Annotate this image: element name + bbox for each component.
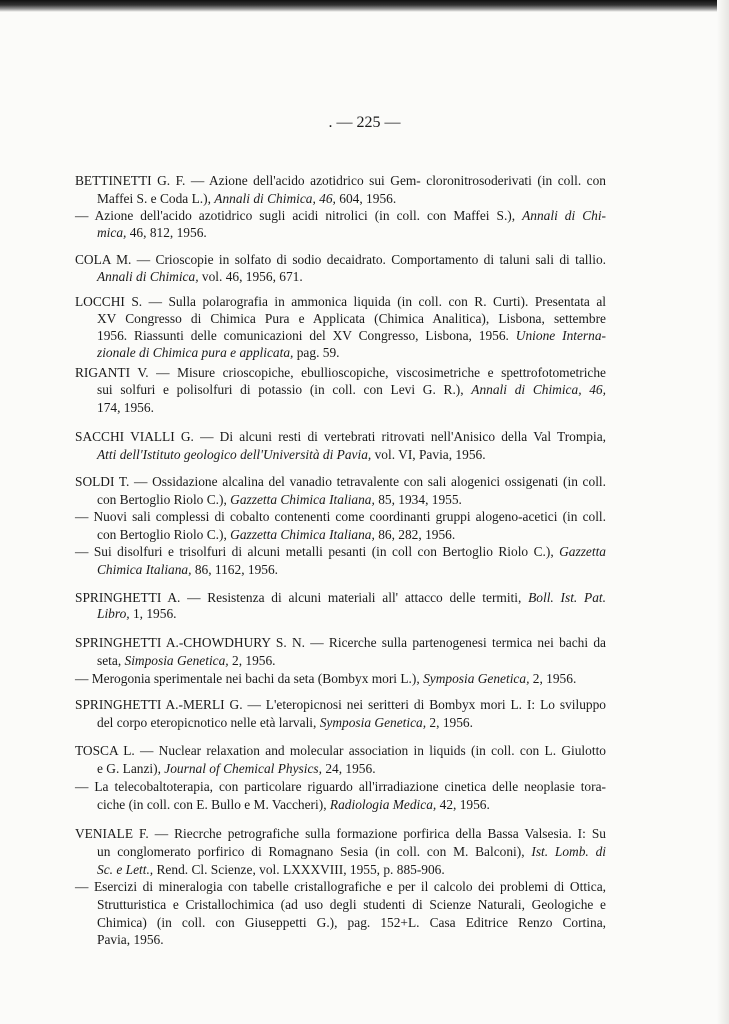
entry-continuation-line <box>97 561 278 578</box>
journal-title: Chimica Italiana, <box>97 562 192 577</box>
citation-text: 86, 282, 1956. <box>374 527 456 542</box>
citation-text: RIGANTI V. — Misure crioscopiche, ebullioscopiche, viscosimetriche e spettrofotometriche <box>75 365 606 380</box>
journal-title: Atti dell'Istituto geologico dell'Università di Pavia, <box>97 447 372 462</box>
entry-first-line <box>75 251 606 268</box>
entry-first-line <box>75 364 606 381</box>
entry-first-line <box>75 670 576 687</box>
journal-title: Annali di Chimica, 46, <box>214 191 336 206</box>
entry-first-line <box>75 589 606 606</box>
entry-continuation-line <box>97 224 207 241</box>
citation-text: LOCCHI S. — Sulla polarografia in ammonica liquida (in coll. con R. Curti). Presentata al <box>75 294 606 309</box>
entry-continuation-line <box>97 843 606 860</box>
journal-title: Sc. e Lett., <box>97 862 154 877</box>
journal-title: Radiologia Medica, <box>329 797 437 812</box>
citation-text: Rend. Cl. Scienze, vol. LXXXVIII, 1955, p. 885-906. <box>153 862 445 877</box>
journal-title: mica, <box>97 225 127 240</box>
scan-border-right <box>717 0 729 1024</box>
citation-text: SPRINGHETTI A.-CHOWDHURY S. N. — Ricerche sulla partenogenesi termica nei bachi da <box>75 635 606 650</box>
journal-title: Libro, <box>97 606 130 621</box>
entry-continuation-line <box>97 896 606 913</box>
entry-continuation-line <box>97 190 396 207</box>
citation-text: del corpo eteropicnotico nelle età larvali, <box>97 715 320 730</box>
citation-text: 2, 1956. <box>228 653 276 668</box>
citation-text: Chimica) (in coll. con Giuseppetti G.), pag. 152+L. Casa Editrice Renzo Cortina, <box>97 915 606 930</box>
journal-title: Symposia Genetica, <box>319 715 427 730</box>
citation-text: ciche (in coll. con E. Bullo e M. Vaccheri), <box>97 797 330 812</box>
entry-first-line <box>75 634 606 651</box>
entry-continuation-line <box>97 399 154 416</box>
citation-text: 24, 1956. <box>321 761 376 776</box>
citation-text: — La telecobaltoterapia, con particolare riguardo all'irradiazione cinetica delle neoplasie tora- <box>75 779 606 794</box>
entry-first-line <box>75 543 606 560</box>
entry-continuation-line <box>97 446 486 463</box>
citation-text: Pavia, 1956. <box>97 932 164 947</box>
citation-text: 2, 1956. <box>426 715 473 730</box>
citation-text: SPRINGHETTI A. — Resistenza di alcuni materiali all' attacco delle termiti, <box>75 590 529 605</box>
citation-text: Maffei S. e Coda L.), <box>97 191 215 206</box>
citation-text: vol. VI, Pavia, 1956. <box>371 447 486 462</box>
entry-continuation-line <box>97 605 177 622</box>
citation-text: SOLDI T. — Ossidazione alcalina del vanadio tetravalente con sali alogenici ossigenati (in coll. <box>75 474 606 489</box>
entry-continuation-line <box>97 914 606 931</box>
citation-text: — Nuovi sali complessi di cobalto contenenti come coordinanti gruppi alogeno-acetici (in coll. <box>75 509 606 524</box>
citation-text: 85, 1934, 1955. <box>374 492 462 507</box>
journal-title: Gazzetta Chimica Italiana, <box>230 492 375 507</box>
citation-text: 174, 1956. <box>97 400 154 415</box>
scan-border-top <box>0 0 729 12</box>
entry-first-line <box>75 172 606 189</box>
citation-text: XV Congresso di Chimica Pura e Applicata (Chimica Analitica), Lisbona, settembre <box>97 311 606 326</box>
citation-text: SACCHI VIALLI G. — Di alcuni resti di vertebrati ritrovati nell'Anisico della Val Trompia, <box>75 429 606 444</box>
entry-continuation-line <box>97 381 606 398</box>
entry-continuation-line <box>97 796 490 813</box>
citation-text: pag. 59. <box>293 345 340 360</box>
citation-text: vol. 46, 1956, 671. <box>198 269 303 284</box>
citation-text: un conglomerato porfirico di Romagnano Sesia (in coll. con M. Balconi), <box>97 844 532 859</box>
citation-text: — Sui disolfuri e trisolfuri di alcuni metalli pesanti (in coll con Bertoglio Riolo C.), <box>75 544 560 559</box>
journal-title: Unione Interna- <box>515 328 606 343</box>
entry-first-line <box>75 742 606 759</box>
citation-text: 1956. Riassunti delle comunicazioni del XV Congresso, Lisbona, 1956. <box>97 328 516 343</box>
citation-text: 42, 1956. <box>436 797 490 812</box>
journal-title: Simposia Genetica, <box>124 653 229 668</box>
citation-text: 1, 1956. <box>129 606 177 621</box>
entry-continuation-line <box>97 861 445 878</box>
entry-continuation-line <box>97 760 376 777</box>
entry-continuation-line <box>97 714 473 731</box>
entry-continuation-line <box>97 310 606 327</box>
journal-title: Symposia Genetica, <box>423 671 530 686</box>
entry-first-line <box>75 293 606 310</box>
citation-text: — Azione dell'acido azotidrico sugli acidi nitrolici (in coll. con Maffei S.), <box>75 208 523 223</box>
citation-text: 86, 1162, 1956. <box>191 562 279 577</box>
journal-title: Boll. Ist. Pat. <box>528 590 606 605</box>
entry-first-line <box>75 508 606 525</box>
entry-first-line <box>75 473 606 490</box>
journal-title: Annali di Chi- <box>522 208 606 223</box>
entry-continuation-line <box>97 652 276 669</box>
journal-title: Annali di Chimica, <box>97 269 199 284</box>
citation-text: — Esercizi di mineralogia con tabelle cristallografiche e per il calcolo dei problemi di Ottica, <box>75 879 606 894</box>
citation-text: VENIALE F. — Riecrche petrografiche sulla formazione porfirica della Bassa Valsesia. I: Su <box>75 826 606 841</box>
citation-text: con Bertoglio Riolo C.), <box>97 527 231 542</box>
journal-title: Journal of Chemical Physics, <box>164 761 322 776</box>
entry-continuation-line <box>97 526 455 543</box>
citation-text: e G. Lanzi), <box>97 761 165 776</box>
citation-text: con Bertoglio Riolo C.), <box>97 492 231 507</box>
entry-first-line <box>75 778 606 795</box>
entry-first-line <box>75 878 606 895</box>
citation-text: seta, <box>97 653 125 668</box>
citation-text: BETTINETTI G. F. — Azione dell'acido azotidrico sui Gem- cloronitrosoderivati (in coll. con <box>75 173 606 188</box>
citation-text: COLA M. — Crioscopie in solfato di sodio decaidrato. Comportamento di taluni sali di tallio. <box>75 252 606 267</box>
entry-first-line <box>75 825 606 842</box>
page-number: . — 225 — <box>328 114 401 131</box>
citation-text: Strutturistica e Cristallochimica (ad uso degli studenti di Scienze Naturali, Geologiche e <box>97 897 606 912</box>
entry-continuation-line <box>97 344 340 361</box>
journal-title: Ist. Lomb. di <box>531 844 606 859</box>
entry-continuation-line <box>97 931 164 948</box>
entry-first-line <box>75 428 606 445</box>
journal-title: Gazzetta <box>559 544 606 559</box>
entry-continuation-line <box>97 327 606 344</box>
journal-title: Gazzetta Chimica Italiana, <box>230 527 375 542</box>
journal-title: Annali di Chimica, 46, <box>471 382 606 397</box>
citation-text: — Merogonia sperimentale nei bachi da seta (Bombyx mori L.), <box>75 671 424 686</box>
journal-title: zionale di Chimica pura e applicata, <box>97 345 294 360</box>
citation-text: 2, 1956. <box>529 671 577 686</box>
entry-first-line <box>75 207 606 224</box>
entry-continuation-line <box>97 268 303 285</box>
entry-continuation-line <box>97 491 462 508</box>
citation-text: SPRINGHETTI A.-MERLI G. — L'eteropicnosi nei seritteri di Bombyx mori L. I: Lo sviluppo <box>75 697 606 712</box>
citation-text: 604, 1956. <box>335 191 397 206</box>
entry-first-line <box>75 696 606 713</box>
citation-text: sui solfuri e polisolfuri di potassio (in coll. con Levi G. R.), <box>97 382 472 397</box>
citation-text: 46, 812, 1956. <box>126 225 207 240</box>
citation-text: TOSCA L. — Nuclear relaxation and molecular association in liquids (in coll. con L. Giulotto <box>75 743 606 758</box>
